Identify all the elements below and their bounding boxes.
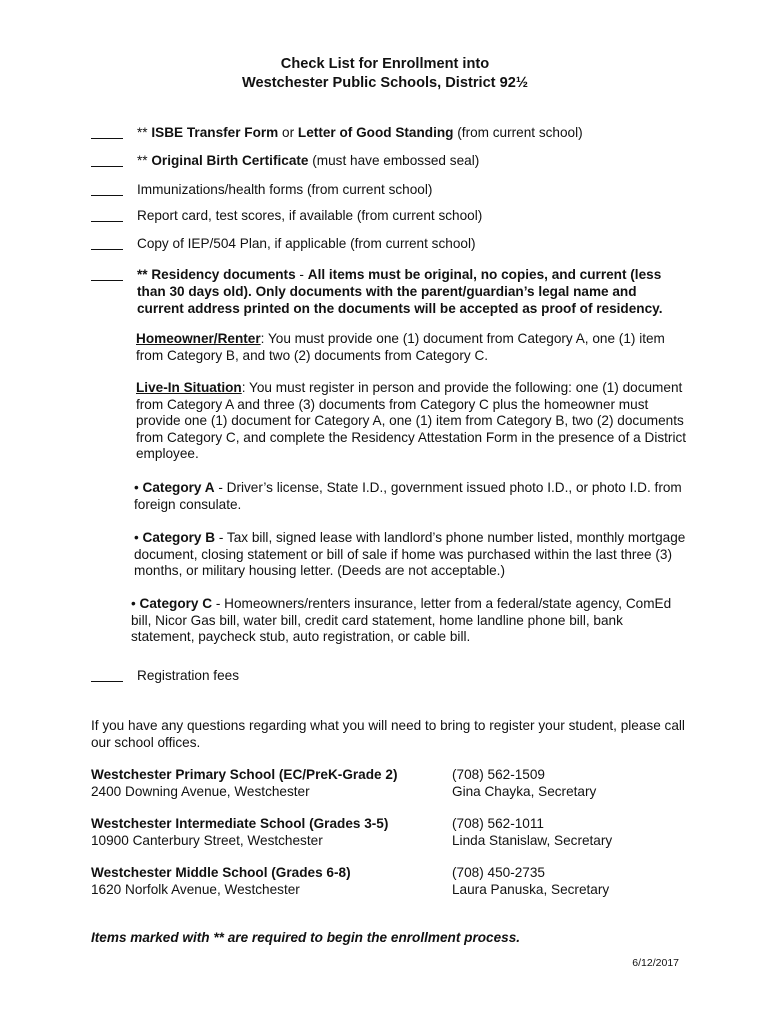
- checkbox-blank: [91, 166, 123, 167]
- required-footnote: Items marked with ** are required to begin the enrollment process.: [91, 930, 521, 945]
- item-note: Immunizations/health forms (from current school): [137, 182, 433, 197]
- school-name: Westchester Intermediate School (Grades 3-5): [91, 816, 389, 831]
- category-text: - Homeowners/renters insurance, letter from a federal/state agency, ComEd bill, Nicor Gas bill, water bill, credit card statement, home landline phone bill, bank statement, paycheck stub, auto registration, or cable bill.: [131, 596, 672, 644]
- school-phone: (708) 562-1509: [452, 767, 545, 782]
- livein-heading: Live-In Situation: [136, 380, 242, 395]
- school-phone: (708) 450-2735: [452, 865, 545, 880]
- contact-middle: [452, 864, 712, 898]
- item-note: (must have embossed seal): [308, 153, 480, 168]
- checklist-item: [137, 235, 697, 252]
- bullet-icon: •: [134, 530, 139, 545]
- checkbox-blank: [91, 195, 123, 196]
- document-date: 6/12/2017: [632, 957, 679, 969]
- checklist-item: [137, 207, 697, 224]
- category-label: Category C: [139, 596, 213, 611]
- category-c: [131, 596, 687, 646]
- required-marker: **: [137, 125, 152, 140]
- item-name: ISBE Transfer Form: [151, 125, 279, 140]
- homeowner-text: : You must provide one (1) document from Category A, one (1) item from Category B, and two (2) documents from Category C.: [136, 331, 665, 363]
- item-name: Original Birth Certificate: [151, 153, 309, 168]
- required-marker: **: [137, 153, 152, 168]
- school-address: 10900 Canterbury Street, Westchester: [91, 833, 323, 848]
- school-name: Westchester Middle School (Grades 6-8): [91, 865, 351, 880]
- school-contact: Laura Panuska, Secretary: [452, 882, 610, 897]
- bullet-icon: •: [131, 596, 136, 611]
- livein-text: : You must register in person and provide the following: one (1) document from Category A and three (3) documents from Category C plus the homeowner must provide one (1) document for Category A, one (1) item from Category B, two (2) documents from Category C, and complete the Residency Attestation Form in the presence of a District employee.: [136, 380, 687, 461]
- school-address: 1620 Norfolk Avenue, Westchester: [91, 882, 300, 897]
- school-name: Westchester Primary School (EC/PreK-Grade 2): [91, 767, 398, 782]
- questions-paragraph: If you have any questions regarding what you will need to bring to register your student, please call our school offices.: [91, 718, 685, 750]
- school-contact: Gina Chayka, Secretary: [452, 784, 597, 799]
- item-note: Copy of IEP/504 Plan, if applicable (from current school): [137, 236, 476, 251]
- page-subtitle: Westchester Public Schools, District 92½: [241, 75, 529, 91]
- page-title: Check List for Enrollment into: [280, 56, 490, 72]
- item-name: Residency documents: [151, 267, 296, 282]
- school-primary: [91, 766, 431, 800]
- school-address: 2400 Downing Avenue, Westchester: [91, 784, 310, 799]
- item-connector: or: [278, 125, 298, 140]
- residency-requirements: All items must be original, no copies, and current (less than 30 days old). Only documents with the parent/guardian’s legal name and current address printed on the documents will be accepted as proof of residency.: [137, 267, 663, 316]
- checkbox-blank: [91, 138, 123, 139]
- category-b: [134, 530, 690, 580]
- checkbox-blank: [91, 221, 123, 222]
- checkbox-blank: [91, 249, 123, 250]
- livein-section: [136, 380, 688, 463]
- checklist-item: [137, 181, 697, 198]
- checkbox-blank: [91, 681, 123, 682]
- required-marker: **: [137, 267, 152, 282]
- item-dash: -: [295, 267, 308, 282]
- category-label: Category B: [142, 530, 216, 545]
- category-text: - Tax bill, signed lease with landlord’s phone number listed, monthly mortgage document, closing statement or bill of sale if home was purchased within the last three (3) months, or military housing letter. (Deeds are not acceptable.): [134, 530, 686, 578]
- homeowner-section: [136, 331, 688, 364]
- homeowner-heading: Homeowner/Renter: [136, 331, 261, 346]
- category-text: - Driver’s license, State I.D., government issued photo I.D., or photo I.D. from foreign consulate.: [134, 480, 682, 512]
- school-middle: [91, 864, 431, 898]
- contact-intermediate: [452, 815, 712, 849]
- school-intermediate: [91, 815, 431, 849]
- registration-fees-item: Registration fees: [137, 668, 240, 683]
- school-contact: Linda Stanislaw, Secretary: [452, 833, 613, 848]
- checkbox-blank: [91, 280, 123, 281]
- contact-primary: [452, 766, 712, 800]
- checklist-item: [137, 152, 697, 169]
- checklist-item: [137, 124, 697, 141]
- bullet-icon: •: [134, 480, 139, 495]
- item-name-alt: Letter of Good Standing: [297, 125, 454, 140]
- school-phone: (708) 562-1011: [452, 816, 544, 831]
- item-note: Report card, test scores, if available (from current school): [137, 208, 483, 223]
- category-label: Category A: [142, 480, 215, 495]
- category-a: [134, 480, 690, 513]
- residency-item: [137, 266, 685, 317]
- item-note: (from current school): [453, 125, 583, 140]
